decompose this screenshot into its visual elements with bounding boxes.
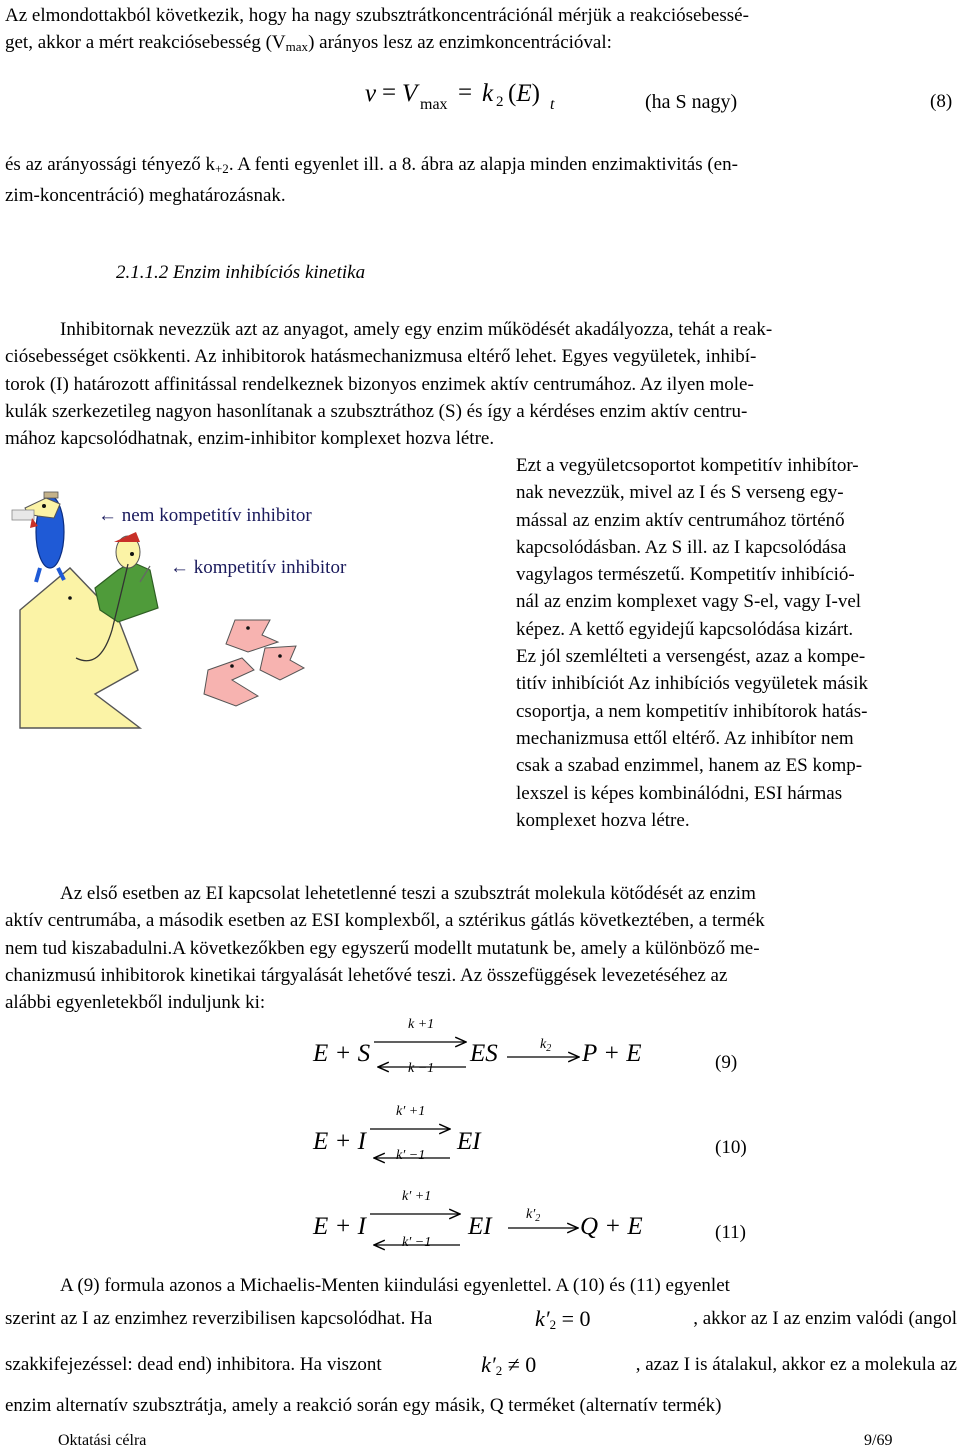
para3-line-4: enzim alternatív szubsztrátja, amely a reakció során egy másik, Q terméket (alternatív termék) — [5, 1395, 722, 1416]
eq11-mid: EI — [468, 1213, 492, 1240]
side-line: komplexet hozva létre. — [516, 809, 690, 831]
intro-text — [5, 2, 957, 61]
eq9-k-reverse: k −1 — [408, 1061, 435, 1076]
para2-line: nem tud kiszabadulni.A következőkben egy egyszerű modellt mutatunk be, amely a különböző me- — [5, 937, 760, 959]
eq11-left: E + I — [313, 1213, 366, 1240]
small-enzyme-1-eye — [246, 626, 250, 630]
equation-10 — [310, 1100, 770, 1175]
intro-line-2: get, akkor a mért reakciósebesség $(V_{max})$ arányos lesz az enzimkoncentrációval: — [5, 32, 612, 55]
eq9-mid: ES — [470, 1040, 498, 1067]
eq9-k2: $k_2$ — [540, 1037, 552, 1054]
side-line: csak a szabad enzimmel, hanem az ES komp- — [516, 755, 863, 777]
eq8-number: (8) — [930, 91, 953, 112]
eq8-equals-2: = — [458, 79, 473, 106]
para3-line-3: szakkifejezéssel: dead end) inhibitora. Ha viszont $k'_2 \ne 0$ , azaz I is átalakul, akkor ez a molekula az — [5, 1345, 957, 1391]
para1-line: kulák szerkezetileg nagyon hasonlítanak a szubsztráthoz (S) és így a kérdéses enzim aktív centru- — [5, 400, 748, 422]
para1-line: ciósebességet csökkenti. Az inhibitorok hatásmechanizmusa eltérő lehet. Egyes vegyületek, inhibí- — [5, 346, 757, 368]
label-noncompetitive-inhibitor: ← nem kompetitív inhibitor — [98, 505, 312, 526]
noncompetitive-eye — [42, 504, 46, 508]
competitive-eye — [130, 552, 134, 556]
small-enzyme-2-eye — [230, 664, 234, 668]
eq9-left: E + S — [313, 1040, 371, 1067]
equation-11 — [310, 1185, 770, 1260]
side-line: kapcsolódásban. Az S ill. az I kapcsolódása — [516, 536, 847, 558]
eq11-number: (11) — [715, 1222, 746, 1243]
eq9-right: P + E — [582, 1040, 642, 1067]
side-line: Ezt a vegyületcsoportot kompetitív inhibítor- — [516, 455, 859, 476]
eq8-equals-1: = — [382, 79, 397, 106]
side-line: vagylagos természetű. Kompetitív inhibíció- — [516, 564, 855, 586]
eq10-number: (10) — [715, 1137, 747, 1158]
eq9-k-forward: k +1 — [408, 1017, 435, 1032]
eq8-k-sub: 2 — [496, 94, 504, 110]
side-line: lexszel is képes kombinálódni, ESI hármas — [516, 782, 843, 804]
para3-line-2: szerint az I az enzimhez reverzibilisen kapcsolódhat. Ha $k'_2 = 0$ , akkor az I az enzim valódi (angol — [5, 1299, 957, 1345]
eq10-k-forward: k′ +1 — [396, 1104, 426, 1119]
para3-line-1: A (9) formula azonos a Michaelis-Menten kiindulási egyenlettel. A (10) és (11) egyenlet — [60, 1275, 730, 1296]
inhibitor-figure — [0, 470, 510, 730]
after8-line-1: és az arányossági tényező $k_{+2}$. A fenti egyenlet ill. a 8. ábra az alapja minden enzimaktivitás (en- — [5, 154, 738, 176]
side-line: nak nevezzük, mivel az I és S verseng egy- — [516, 482, 844, 504]
math-k2-zero: $k'_2 = 0$ — [535, 1306, 591, 1332]
paragraph-michaelis — [5, 1272, 957, 1421]
eq8-e-sub: t — [550, 96, 555, 113]
side-line: nál az enzim komplexet vagy S-el, vagy I-vel — [516, 591, 862, 613]
section-heading: 2.1.1.2 Enzim inhibíciós kinetika — [116, 262, 366, 283]
eq8-vmax-sub: max — [420, 96, 448, 113]
eq11-k-forward: k′ +1 — [402, 1189, 432, 1204]
intro-line-1: Az elmondottakból következik, hogy ha nagy szubsztrátkoncentrációnál mérjük a reakciósebessé- — [5, 5, 749, 26]
competitive-hat — [114, 532, 140, 542]
eq11-forward-arrow — [506, 1185, 586, 1260]
eq10-mid: EI — [457, 1128, 481, 1155]
noncompetitive-arm — [12, 510, 34, 520]
side-text — [516, 452, 957, 834]
eq10-left: E + I — [313, 1128, 366, 1155]
side-line: mással az enzim aktív centrumához történő — [516, 509, 845, 531]
small-enzyme-3 — [260, 646, 304, 680]
footer-page-number: 9/69 — [864, 1432, 893, 1449]
equation-8 — [365, 80, 960, 120]
enzyme-eye — [68, 596, 72, 600]
eq11-k2: $k'_2$ — [526, 1207, 541, 1224]
small-enzyme-3-eye — [278, 654, 282, 658]
side-line: mechanizmusa ettől eltérő. Az inhibítor nem — [516, 727, 854, 749]
after-eq8-text — [5, 151, 957, 210]
eq8-lhs: v — [365, 80, 377, 107]
para2-line: Az első esetben az EI kapcsolat lehetetlenné teszi a szubsztrát molekula kötődését az enzim — [60, 883, 756, 904]
eq8-e: (E) — [508, 80, 540, 107]
footer-left: Oktatási célra — [58, 1432, 147, 1449]
eq8-note: (ha S nagy) — [645, 91, 738, 113]
paragraph-inhibitors — [5, 316, 957, 452]
eq11-k-reverse: k′ −1 — [402, 1235, 432, 1250]
para1-line: Inhibitornak nevezzük azt az anyagot, amely egy enzim működését akadályozza, tehát a reak- — [60, 319, 773, 340]
para1-line: mához kapcsolódhatnak, enzim-inhibitor komplexet hozva létre. — [5, 428, 495, 450]
noncompetitive-hat — [44, 492, 58, 498]
paragraph-model — [5, 880, 957, 1016]
side-line: csoportja, a nem kompetitív inhibítorok hatás- — [516, 700, 868, 722]
side-line: Ez jól szemlélteti a versengést, azaz a kompe- — [516, 646, 866, 668]
para1-line: torok (I) határozott affinitással rendelkeznek bizonyos enzimek aktív centrumához. Az ilyen mole- — [5, 373, 754, 395]
eq10-k-reverse: k′ −1 — [396, 1148, 426, 1163]
side-line: titív inhibíciót Az inhibíciós vegyületek másik — [516, 673, 868, 695]
para2-line: aktív centrumába, a második esetben az ESI komplexből, a sztérikus gátlás következtében, a termék — [5, 910, 765, 932]
eq11-right: Q + E — [580, 1213, 643, 1240]
equation-9 — [310, 1015, 770, 1090]
para2-line: chanizmusú inhibitorok kinetikai tárgyalását lehetővé teszi. Az összefüggések levezetéséhez az — [5, 964, 728, 986]
label-competitive-inhibitor: ← kompetitív inhibitor — [170, 557, 347, 578]
math-k2-nonzero: $k'_2 \ne 0$ — [481, 1352, 537, 1378]
para2-line: alábbi egyenletekből induljunk ki: — [5, 992, 266, 1014]
side-line: képez. A kettő egyidejű kapcsolódása kizárt. — [516, 618, 854, 640]
eq8-vmax: V — [402, 80, 418, 107]
after8-line-2: zim-koncentráció) meghatározásnak. — [5, 185, 286, 207]
eq8-k: k — [482, 80, 494, 107]
eq9-number: (9) — [715, 1052, 738, 1073]
